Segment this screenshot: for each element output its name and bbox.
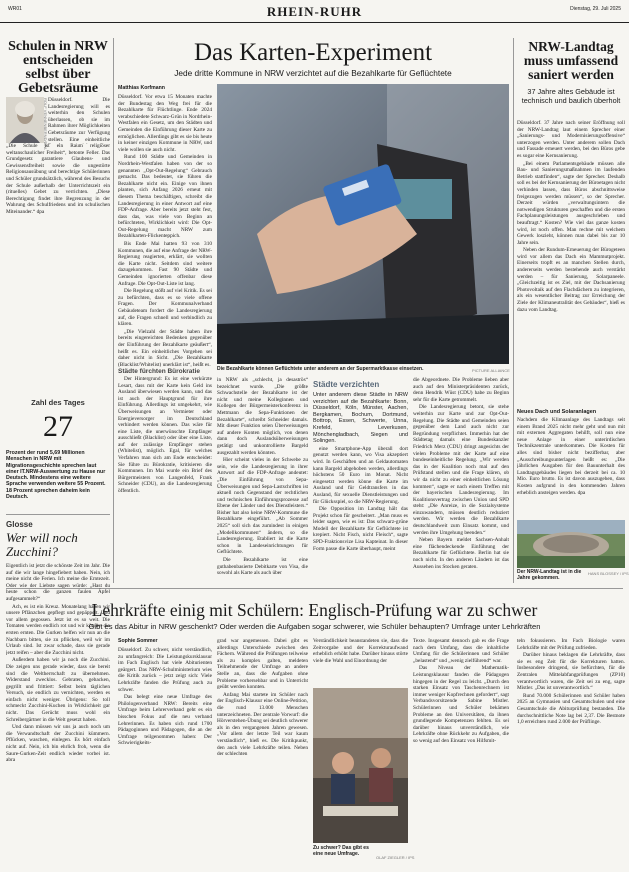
right-headline: NRW-Landtag muss umfassend saniert werden <box>523 39 619 82</box>
left-headline: Schulen in NRW entscheiden selbst über Gebetsräume <box>8 39 108 96</box>
main-col-1 <box>118 94 212 584</box>
bottom-col-5 <box>517 638 625 867</box>
bottom-paragraph: Darüber hinaus beklagen die Lehrkräfte, dass sie es eng Zeit für die Korrekturen hatten. Insbesondere dringend, sie befürchten, für die Zentralen Mittelabfangprüfungen (ZP10) verantwortlich waren, die Zeit sei zu eng, sagte Mistler. „Das ist unverantwortlich.“ <box>517 652 625 692</box>
main-col-4 <box>413 377 509 584</box>
masthead-date: Dienstag, 29. Juli 2025 <box>570 6 621 12</box>
main-paragraph: in NRW als „schlecht, ja desaströs“ bezeichnet wurde. „Die größte Schwachstelle der Bezahlkarte ist der nicht und meine Kolleginnen und Kollegen der Bürgermeisterkonferenz in Mettmann die Sepa-Funktionen der Bezahlkarte“, schreibt Schneider damals. Mit dieser Funktion seien Überweisungen auf andere Konten möglich, von denen dann doch Auslandsüberweisungen getätigt und unkontrollierte Bargeld ausgezahlt werden könnten. <box>217 377 308 456</box>
bottom-paragraph: Das Niveau der Mathematik-Leistungsklausur fanden die Pädagogen hingegen in der Regel zu leicht. „Durch den starken Einsatz von Taschenrechnern ist immer weniger Kopfrechnen gefordert“, sagt Verbandsvorsitzende Sabine Mistler. Schülerinnen und Schüler bekämen Probleme an den Universitäten, da ihnen grundlegende Kompetenzen fehlten. Es sei darüber hinaus unverständlich, wie Lehrkräfte ohne Rückkehr zu Aufgaben, die so wenig auf den Einsatz von Hilfsmit- <box>413 665 509 744</box>
main-paragraph: Die Bezahlkarte ist eine guthabenbasierte Debitkarte von Visa, die sowohl als Karte als auch über <box>217 557 308 577</box>
main-col-3 <box>313 392 408 584</box>
bottom-subhead: Gibt es das Abitur in NRW geschenkt? Oder werden die Aufgaben sogar schwerer, wie Schüler behaupten? Umfrage unter Lehrkräften <box>88 622 541 631</box>
main-paragraph: die Abgeordnete. Die Probleme lieben aber auch auf den Ministerpräsidenten zurück, denn Hendrik Wüst (CDU) habe zu Beginn sehr für die Karte getrommelt. <box>413 377 509 403</box>
bottom-photo-credit: OLAF ZIEGLER / IPS <box>376 855 415 860</box>
bottom-paragraph: Düsseldorf. Zu schwer, nicht verständlich, zu umfangreich: Die Leistungskursklausur im Fach Englisch hat viele Abiturienten geärgert. Das NRW-Schulministerium wies die Kritik zurück – jetzt zeigt sich: Viele Lehrkräfte fanden die Prüfung auch zu schwer. <box>118 647 212 693</box>
main-col-2 <box>217 377 308 584</box>
main-paragraph: Die Regelung stößt auf viel Kritik. Es sei zu befürchten, dass es so viele offene Fragen. Der Kommunalverband Gebäudeteam fordert die Landesregierung auf, die Fragen schnell und verbindlich zu klären. <box>118 288 212 328</box>
glosse-paragraph: Und dann müssen wir uns ja auch noch um die Verwandtschaft der Zucchini kümmern. Pflücken, waschen, einlegen. Es hört einfach nicht auf. Nein, ich bin ehrlich froh, wenn die Saure-Gurken-Zeit endlich wieder vorbei ist. abra <box>6 724 110 764</box>
bottom-paragraph: Texte. Insgesamt dennoch gab es die Frage nach dem Umfang, dass die inhaltliche Umfang für die Schülerinnen und Schüler „belastend“ und „wenig zielführend“ war. <box>413 638 509 664</box>
main-paragraph: Rund 100 Städte und Gemeinden in Nordrhein-Westfalen haben von der so genannten „Opt-Out-Regelung“ Gebrauch gemacht. Das bedeutet, sie führen die Bezahlkarte nicht ein. Einige von ihnen planten, sich Anfang 2026 erneut mit diesem Thema beschäftigen, schreibt die Landesregierung in einer Antwort auf eine FDP-Anfrage. Aber bereits jetzt steht fest, dass das, was viele von Beginn an befürchteten, Wirklichkeit wird: Die Opt-Out-Regelung macht NRW zum Bezahlkarten-Flickenteppich. <box>118 154 212 240</box>
main-author: Matthias Korfmann <box>118 85 165 91</box>
bottom-headline: Lehrkräfte einig mit Schülern: Englisch-Prüfung war zu schwer <box>91 600 538 620</box>
left-story-intro <box>48 97 110 144</box>
right-story-body-2 <box>517 417 625 517</box>
right-subhead: 37 Jahre altes Gebäude ist technisch und baulich überholt <box>521 87 621 105</box>
right-photo-caption: Der NRW-Landtag ist in die Jahre gekommen. <box>517 569 582 581</box>
main-paragraph: Bis Ende Mai hatten 93 von 310 Kommunen, die auf eine Anfrage der NRW-Regierung reagierten, erklärt, sie wollten die Karte nicht. Seitdem sind weitere dazugekommen. Fast 90 Städte und Gemeinden ignorierten offenbar diese Anfrage. Die Opt-Out-Liste ist lang. <box>118 241 212 287</box>
masthead <box>0 0 629 23</box>
bottom-paragraph: Verständlichkeit beanstandeten sie, dass die Zeitvorgabe und der Korrekturaufwand erheblich erhöht habe. Darüber hinaus störte viele die Wahl und Einordnung der <box>313 638 408 664</box>
bottom-author: Sophie Sommer <box>118 638 158 644</box>
right-story-body <box>517 120 625 408</box>
main-paragraph: Die Opposition im Landtag hält das Projekt schon für gescheitert. „Man muss es leider sagen, wie es ist: Das schwarz-grüne Modell der Bezahlkarte für Geflüchtete ist krepiert. Nicht Fisch, nicht Fleisch“, sagte SPD-Fraktionsvize Lisa Kapteinat. In dieser Form passe die Karte überhaupt, meint <box>313 506 408 552</box>
main-photo-caption: Die Bezahlkarte können Geflüchtete unter anderem an der Supermarktkasse einsetzen. <box>217 366 424 372</box>
glosse-paragraph: Ach, es ist ein Kreuz. Monatelang haben wir unsere Pflänzchen gepflegt und gepäppelt. Und vor allem gegossen. Jetzt ist es so weit. Die Tomaten werden endlich rot und wir können die ersten ernten. Die Gurken helfen wir nun an die Nachbarn bitten, sie zu pflücken, weil wir im Urlaub sind. Ist zwar schade, dass sie gerade jetzt reifen – aber die Zucchini nicht. <box>6 603 110 656</box>
main-col1-subhead: Städte fürchten Bürokratie <box>118 368 200 376</box>
main-paragraph: eine Smartphone-App überall dort genutzt werden kann, wo Visa akzeptiert wird. In Geschäften und an Geldautomaten kann Bargeld abgehoben werden, allerdings höchstens 50 Euro im Monat. Nicht eingesetzt werden könne die Karte im Ausland und für Geldtransfers in das Ausland, für sexuelle Dienstleistungen und für Glücksspiel, so die NRW-Regierung. <box>313 445 408 505</box>
masthead-brand: WR01 <box>8 6 22 12</box>
classroom-photo <box>313 688 408 843</box>
bottom-paragraph: Anfang Mai startete im Schüler nach der Englisch-Klausur eine Online-Petition, die rund 13.000 Menschen unterzeichneten. Der zentrale Vorwurf: die Hörverstehen-Übung sei deutlich schwerer als in den vergangenen Jahren gewesen. „Vor allem der letzte Teil war kaum verständlich“, hieß es. Die Kritikpunkt, den auch viele Lehrkräfte teilen. Neben der schlechten <box>217 691 308 758</box>
main-paragraph: Düsseldorf. Vor etwa 15 Monaten machte der Bundestag den Weg frei für die Bezahlkarte für Flüchtlinge. Ende 2024 verabschiedete Schwarz-Grün in Nordrhein-Westfalen ein Gesetz, um den Städten und Gemeinden die Einführung dieser Karte zu ermöglichen. Allerdings gibt es sie bis heute in keiner einzigen Kommune in NRW, und viele wollen sie auch nicht. <box>118 94 212 153</box>
left-paragraph: „Die Schule ist ein Raum religiöser weltanschaulicher Freiheit“, betonte Feller. Das Grundgesetz garantiere Glaubens- und Gewissensfreiheit sowie die ungestörte Religionsausübung und berechtige Schülerinnen und Schüler grundsätzlich, während des Besuchs der Schule außerhalb der Unterrichtszeit ein (rituelles) Gebet zu verrichten. „Diese Berechtigung findet ihre Begrenzung in der Wahrung des Schulfriedens und im schulischen Miteinander.“ dpa <box>6 143 110 215</box>
column-divider <box>513 38 514 583</box>
bottom-col-3 <box>313 638 408 686</box>
divider <box>6 514 110 515</box>
bottom-col-1 <box>118 647 212 867</box>
bottom-col-4 <box>413 638 509 867</box>
main-paragraph: Die Landesregierung betont, sie stehe weiterhin zur Karte und zur Opt-Out-Regelung. Die Städte und Gemeinden seien gegenüber dem Land auch nicht zur Begründung verpflichtet. Immerhin hat der Städtetag damals eine Bundeskanzler Friedrich Merz (CDU) dringt angesichts der vielen Probleme mit der Karte auf eine bundeseinheitliche Regelung. „Wir werden das in der Koalition noch mal auf den Prüfstand stellen und die Frage klären, ob wir da nicht zu einer einheitlichen Lösung kommen“, sagte er nach einem Treffen mit der bayerischen Landesregierung. Im Koalitionsvertrag zwischen Union und SPD steht: „Die Anreize, in die Sozialsysteme einzuwandern, müssen deutlich reduziert werden. Wir werden die Bezahlkarte deutschlandweit zum Einsatz kommt, und werden ihre Umgehung beenden.“ <box>413 404 509 536</box>
staedte-subhead: Städte verzichten <box>313 380 380 389</box>
zahl-number: 27 <box>43 410 73 443</box>
left-story-body <box>6 143 110 388</box>
main-paragraph: Neben Bayern meldet Sachsen-Anhalt eine flächendeckende Einführung der Bezahlkarte für Geflüchtete. Berlin hat sie noch nicht. In den anderen Ländern ist das Aussehen ins Stocken geraten. <box>413 537 509 570</box>
glosse-paragraph: Außerdem haben wir ja noch die Zucchini. Die zeigen uns gerade wieder, dass sie bereit sind die Weltherrschaft zu übernehmen. Widerstand zwecklos. Gebraten, gebacken, gegrillt und frittiert: Selbst beim täglichen Versuch, sie endlich zu vernichten, werden es einfach nicht weniger. Übrigens: So toll schmeckt Zucchini-Kuchen in Wirklichkeit gar nicht. Das Gerücht muss wohl ein Schreibergärtner in die Welt gesetzt haben. <box>6 657 110 723</box>
glosse-label: Glosse <box>6 520 33 529</box>
bottom-paragraph: grad war angemessen. Dabei gibt es allerdings Unterschiede zwischen den Fächern. Während die Prüfungen teilweise als zu komplex galten, meldeten Teilnehmende der Umfrage an andere Stelle an, dass die Aufgaben ohne Probleme vorhersehbar und in Unterricht geübt werden konnten. <box>217 638 308 691</box>
bottom-photo-caption: Zu schwer? Das gibt es eine neue Umfrage. <box>313 845 369 857</box>
glosse-title: Wer will noch Zucchini? <box>6 530 78 559</box>
bottom-col-2 <box>217 638 308 867</box>
left-paragraph: Düsseldorf. Die Landesregierung will es weiterhin den Schulen überlassen, ob sie im Rahmen ihrer Möglichkeiten Gebetsräume zur Verfügung stellen. Eine einheitliche <box>48 97 110 143</box>
landtag-building-photo <box>517 520 625 568</box>
bottom-paragraph: Rund 70.000 Schülerinnen und Schüler haben 2025 an Gymnasien und Gesamtschulen und eine Gesamtschule die Abiturprüfung bestanden. Die durchschnittliche Note lag bei 2,37. Die Bestnote 1,0 erreichten rund 2.000 der Prüflinge. <box>517 692 625 726</box>
main-paragraph: Der Hintergrund: Es ist eine verkürzte Lesart, dass mit der Karte kein Geld ins Ausland überwiesen werden kann, und das ist auch der Hauptgrund für ihre Einführung. Allerdings ist umgekehrt, wie Überweisungen an Vermieter oder Energieversorger im Deutschland verhindert werden können. Das wäre für eine Liste, die unerwünschte Empfänger ausschließt (Blacklist) oder über eine Liste, auf der zulässige Empfänger stehen (Whitelist), möglich. Egal, für welches Verfahren man sich am Ende entscheidet: Sie führe zu Bürokratie, kritisieren die Kommunen. Im Mai wurde ein Brief des Bürgermeisters von Langenfeld, Frank Schneider (CDU), an die Landesregierung öffentlich. <box>118 375 212 495</box>
zahl-label: Zahl des Tages <box>31 398 85 407</box>
portrait-photo <box>6 97 44 143</box>
main-paragraph: Hier scheint vieles in der Schwebe zu sein, wie die Landesregierung in ihrer Antwort auf die FDP-Anfrage andeutet: „Die Einführung von Sepa-Überweisungen und Sepa-Lastschriften ist aktuell noch Gegenstand der rechtlichen und technischen Einführungsprozesse auf Ebene der Länder und des Dienstleisters.“ Bisher hat also keine NRW-Kommune die Bezahlkarte eingeführt. „Ab Sommer 2025“ soll sich das zumindest in einigen „Modellkommunen“ ändern, so die Landesregierung. Etabliert ist die Karte schon in Landeseinrichtungen für Geflüchtete. <box>217 457 308 556</box>
section-title: RHEIN-RUHR <box>266 4 363 19</box>
bottom-paragraph: Das belegt eine neue Umfrage des Philologenverband NRW: Bereits eine Umfrage beim Lehrerverband geht es ein bisschen Fokus auf die neu verband Lehrerinnen. Es haben sich rund 1700 Pädagoginnen und Pädagogen, die an der Umfrage teilgenommen haben: Der Schwierigkeits- <box>118 694 212 747</box>
right-paragraph: Nachdem die Klimaanlage des Landtags seit einem Brand 2025 nicht mehr geht und nun mit mit externen Aggregaten behilft, soll nun eine neue Anlage in einer unterirdischen Technikzentrale unterkommen. Die Kosten für alles sind bisher nicht bezifferbar, aber „Ausschreibungsunterlagen heißt es: „Die jährlichen Ausgaben für den Bauunterhalt des Landtagsgebäudes liegen bei derzeit bei ca. 10 Mio. Euro brutto. Es ist davon auszugehen, dass Kosten aufgrund in den kommenden Jahren erheblich ansteigen werden. dpa <box>517 417 625 496</box>
bottom-paragraph: teln fokussieren. Im Fach Biologie waren Lehrkräfte mit der Prüfung zufrieden. <box>517 638 625 651</box>
right-photo-credit: HANS BLOSSEY / IPS <box>588 571 629 576</box>
main-headline: Das Karten-Experiment <box>193 39 433 66</box>
right-paragraph: Düsseldorf. 37 Jahre nach seiner Eröffnung soll der NRW-Landtag laut einem Sprecher einer „Sanierungs- und Modernisierungsoffensive“ unterzogen werden. Unter anderem sollen Dach und Fassade erneuert werden, bei den Büros gebe es sogar eine Kernsanierung. <box>517 120 625 159</box>
right-paragraph: „Bei einem Parlamentsgebäude müssen alle Bau- und Sanierungsmaßnahmen im laufenden Betrieb stattfinden“, sagte der Sprecher. Deshalb soll es bei der Kernsanierung der Büroetagen nicht verhinden lassen, dass Büros abschnittsweise freigezogen werden müssen“, so der Sprecher. Derzeit würden „verwaltungsintern die notwendigen Strukturen geschaffen und die ersten Fachplanungsleistungen ausgeschrieben und beauftragt.“ Kosten? Wie viel das ganze kosten wird, ist noch offen. Man rechne mit welchem Gewerk loszieht, können man dabei bis zur 10 Jahre sein. <box>517 160 625 246</box>
column-divider <box>113 38 114 583</box>
main-photo-credit: PICTURE ALLIANCE <box>472 368 510 373</box>
zahl-text: Prozent der rund 5,69 Millionen Menschen in NRW mit Migrationsgeschichte sprechen laut einer IT.NRW-Auswertung zu Hause nur Deutsch. Mindestens eine weitere Sprache verwenden weitere 55 Prozent. 18 Prozent sprechen daheim kein Deutsch. <box>6 450 106 501</box>
main-paragraph: „Die Vielzahl der Städte haben ihre bereits eingereichten Bedenken gegenüber der Einführung der Bezahlkarte geäußert“, heißt es. Ein einheitliches Vorgehen sei daher nicht in Sicht. „Die Bezahlkarte (Blacklist/Whitelist) unerklärt ist“, heißt es. <box>118 328 212 368</box>
staedte-list: Unter anderem diese Städte in NRW verzichten auf die Bezahlkarte: Bonn, Düsseldorf, Köln, Münster, Aachen, Bergkamen, Bochum, Dortmund, Bottrop, Essen, Schwerte, Unna, Krefeld, Leverkusen, Mönchengladbach, Siegen und Solingen. <box>313 392 408 445</box>
right-sub-heading: Neues Dach und Solaranlagen <box>517 409 597 415</box>
glosse-paragraph: Eigentlich ist jetzt die schönste Zeit im Jahr. Die auf die wir lange hingefiebert haben. Nein, ich meine nicht die Ferien. Ich meine die Erntezeit. Oder wie der Liebste sagen würde: „Hast du heute schon die ganzen faulen Äpfel aufgesammelt?“ <box>6 563 110 602</box>
right-paragraph: Neben der Rundum-Erneuerung der Bürogeteen wird vor allem das Dach ein Mammutprojekt. Einerseits tropft es an manchen Stellen durch, andererseits werden bestehende auch verstärkt werden – für Sanierung, Solarpaneele. „Gleichzeitig ist es Ziel, mit der Dachsanierung Photovoltaik auf den Flachdächern zu integrieren, als ein wesentlicher Beitrag zur Erreichung der Ziele der Klimaneutralität des Gebäudes“, hieß es dazu vom Landtag. <box>517 247 625 313</box>
main-subhead: Jede dritte Kommune in NRW verzichtet auf die Bezahlkarte für Geflüchtete <box>174 68 452 78</box>
payment-terminal-photo <box>217 84 509 364</box>
left-photo-credit: ROLF VENNENBERND/DPA <box>43 98 48 150</box>
